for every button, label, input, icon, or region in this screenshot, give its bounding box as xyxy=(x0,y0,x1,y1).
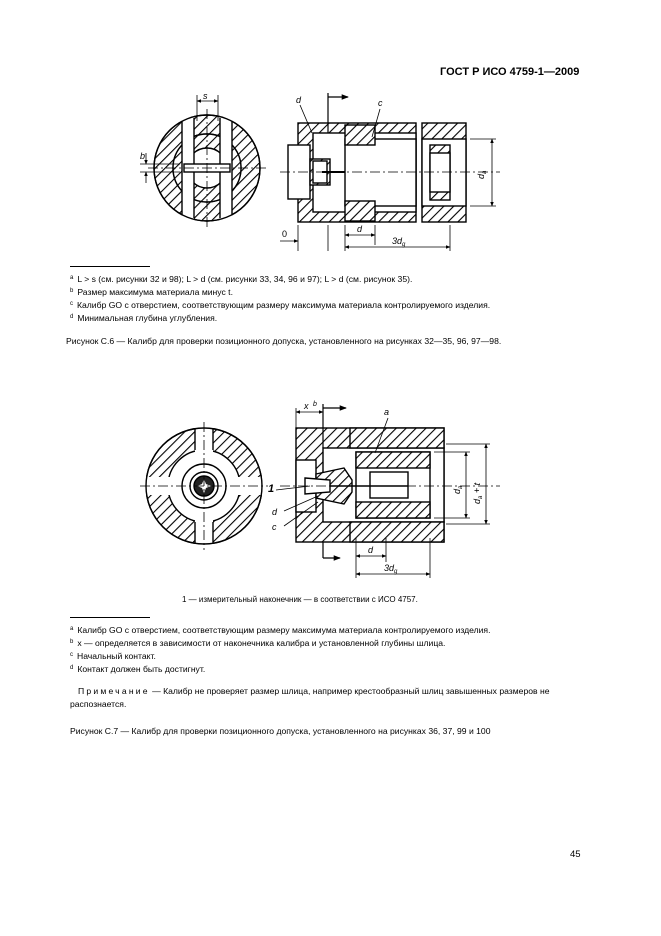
svg-text:x: x xyxy=(304,401,309,411)
fig2-footnote-b: $^b$ x — определяется в зависимости от наконечника калибра и установленной глубины шлица. xyxy=(70,638,446,648)
svg-text:da: $d_a$ xyxy=(452,485,464,494)
svg-text:da: $d_a$ xyxy=(476,170,488,179)
svg-text:1: 1 xyxy=(268,483,275,495)
svg-text:d: d xyxy=(272,507,278,517)
figure-c6-caption: Рисунок С.6 — Калибр для проверки позиционного допуска, установленного на рисунках 32—35, 96, 97—98. xyxy=(66,336,502,346)
svg-text:b: b xyxy=(313,401,317,408)
figure-c7-drawing xyxy=(0,398,661,588)
fig2-footnote-c: $^c$ Начальный контакт. xyxy=(70,651,156,661)
fig1-footnote-c: $^c$ Калибр GO с отверстием, соответствующим размеру максимума материала контролируемого изделия. xyxy=(70,300,491,310)
page-header: ГОСТ Р ИСО 4759-1—2009 xyxy=(440,66,580,78)
svg-text:d: d xyxy=(357,224,363,234)
fig1-footnote-a: $^a$ L > s (см. рисунки 32 и 98); L > d (см. рисунки 33, 34, 96 и 97); L > d (см. рисунок 35). xyxy=(70,274,413,284)
page-number: 45 xyxy=(570,849,581,860)
front-view xyxy=(140,95,266,227)
fig1-footnote-b: $^b$ Размер максимума материала минус t. xyxy=(70,287,233,297)
svg-text:d: d xyxy=(368,545,374,555)
section-view xyxy=(280,93,500,251)
svg-text:c: c xyxy=(378,98,383,108)
fig1-footnote-d: $^d$ Минимальная глубина углубления. xyxy=(70,313,218,323)
figure-c7-legend: 1 — измерительный наконечник — в соответствии с ИСО 4757. xyxy=(182,595,418,604)
fig2-footnote-a: $^a$ Калибр GO с отверстием, соответствующим размеру максимума материала контролируемого изделия. xyxy=(70,625,491,635)
svg-text:s: s xyxy=(203,91,208,101)
figure-c7-note: Примечание — Калибр не проверяет размер шлица, например крестообразный шлиц завышенных размеров не распознается. xyxy=(70,686,550,709)
svg-text:b: b xyxy=(140,151,146,161)
figure-c6-drawing xyxy=(0,85,661,255)
svg-text:3dg: $3d_g$ xyxy=(384,563,398,575)
svg-text:0: 0 xyxy=(282,229,288,239)
svg-text:3dg: $3d_g$ xyxy=(392,236,406,248)
svg-text:a: a xyxy=(384,407,390,417)
svg-text:c: c xyxy=(272,522,277,532)
svg-text:d: d xyxy=(296,95,302,105)
fig2-footnote-d: $^d$ Контакт должен быть достигнут. xyxy=(70,664,206,674)
svg-text:da + t: $d_a + t$ xyxy=(472,482,484,504)
figure-c7-caption: Рисунок С.7 — Калибр для проверки позиционного допуска, установленного на рисунках 36, 37, 99 и 100 xyxy=(70,726,491,736)
